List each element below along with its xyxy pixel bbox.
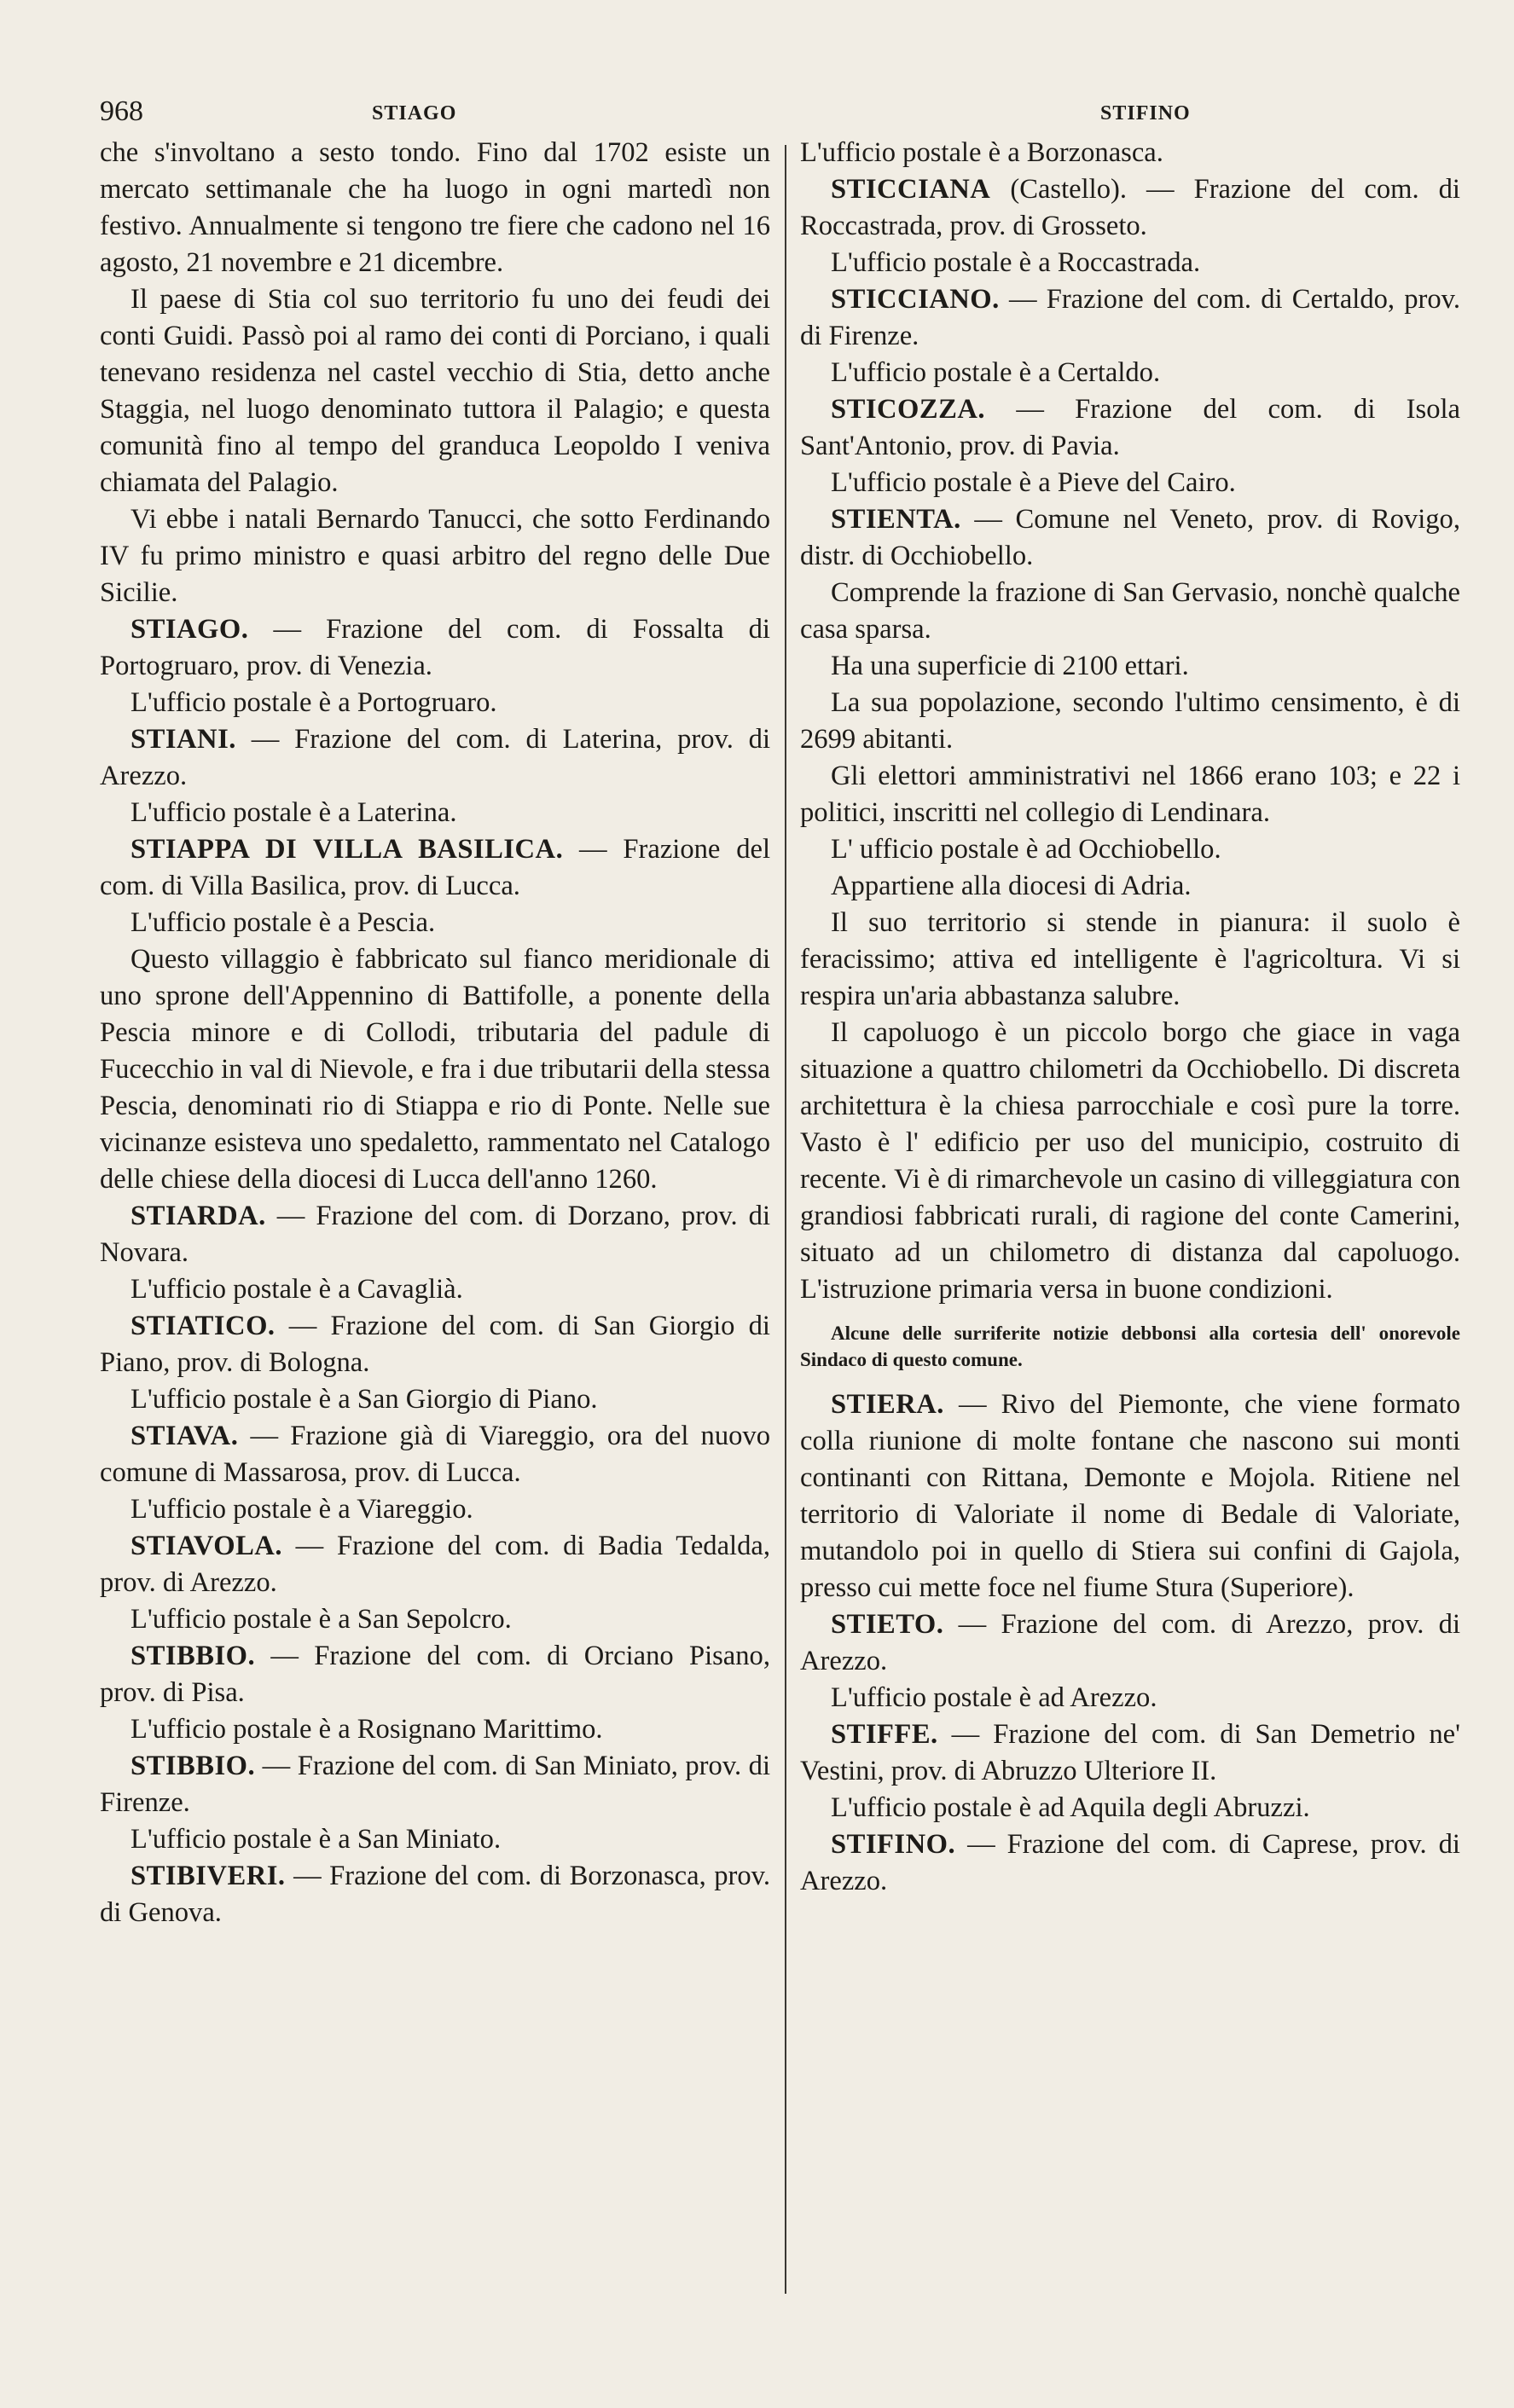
- entry-text: L'ufficio postale è a Laterina.: [131, 797, 457, 828]
- entry-paragraph: [800, 758, 1460, 831]
- entry-text: — Frazione del com. di Borzonasca, prov. di Genova.: [100, 1861, 770, 1928]
- entry-headword: STICCIANO.: [831, 284, 1000, 315]
- entry-text: L'ufficio postale è a Pieve del Cairo.: [831, 467, 1236, 498]
- dictionary-entry: [800, 1386, 1460, 1606]
- entry-paragraph: [100, 1271, 770, 1308]
- entry-text: — Frazione del com. di Villa Basilica, prov. di Lucca.: [100, 834, 770, 901]
- entry-paragraph: [800, 355, 1460, 391]
- entry-text: — Comune nel Veneto, prov. di Rovigo, distr. di Occhiobello.: [800, 504, 1460, 571]
- entry-headword: STIAVOLA.: [131, 1531, 282, 1561]
- entry-text: L'ufficio postale è a Certaldo.: [831, 357, 1161, 388]
- column-divider: [785, 145, 786, 2294]
- entry-text: L'ufficio postale è ad Aquila degli Abruzzi.: [831, 1792, 1310, 1823]
- entry-headword: STIBIVERI.: [131, 1861, 286, 1891]
- dictionary-entry: [100, 831, 770, 905]
- left-running-head: STIAGO: [372, 102, 457, 124]
- entry-headword: STIFINO.: [831, 1829, 956, 1860]
- entry-paragraph: [800, 905, 1460, 1015]
- entry-text: L'ufficio postale è a Pescia.: [131, 907, 436, 938]
- entry-paragraph: [100, 501, 770, 611]
- dictionary-entry: [100, 1418, 770, 1491]
- entry-text: Comprende la frazione di San Gervasio, nonchè qualche casa sparsa.: [800, 577, 1460, 645]
- dictionary-entry: [100, 1198, 770, 1271]
- entry-text: L' ufficio postale è ad Occhiobello.: [831, 834, 1221, 865]
- entry-text: — Frazione del com. di Isola Sant'Antonio, prov. di Pavia.: [800, 394, 1460, 461]
- entry-headword: STIFFE.: [831, 1719, 938, 1750]
- entry-headword: STIARDA.: [131, 1201, 266, 1231]
- entry-text: L'ufficio postale è a Portogruaro.: [131, 687, 497, 718]
- entry-paragraph: [800, 245, 1460, 281]
- entry-text: Il paese di Stia col suo territorio fu uno dei feudi dei conti Guidi. Passò poi al ramo dei conti di Porciano, i quali tenevano residenza nel castel vecchio di Stia, detto anche Staggia, nel luogo denominato tuttora il Palagio; e questa comunità fino al tempo del granduca Leopoldo I veniva chiamata del Palagio.: [100, 284, 770, 498]
- entry-text: La sua popolazione, secondo l'ultimo censimento, è di 2699 abitanti.: [800, 687, 1460, 755]
- entry-text: — Frazione del com. di San Giorgio di Piano, prov. di Bologna.: [100, 1311, 770, 1378]
- entry-text: Il capoluogo è un piccolo borgo che giace in vaga situazione a quattro chilometri da Occhiobello. Di discreta architettura è la chiesa parrocchiale e così pure la torre. Vasto è l' edificio per uso del municipio, costruito di recente. Vi è di rimarchevole un casino di villeggiatura con grandiosi fabbricati rurali, di ragione del conte Camerini, situato ad un chilometro di distanza dal capoluogo. L'istruzione primaria versa in buone condizioni.: [800, 1017, 1460, 1305]
- entry-text: — Frazione del com. di San Miniato, prov. di Firenze.: [100, 1751, 770, 1818]
- entry-headword: STIETO.: [831, 1609, 944, 1640]
- right-column: [800, 135, 1460, 1900]
- entry-text: Il suo territorio si stende in pianura: il suolo è feracissimo; attiva ed intelligente è l'agricoltura. Vi si respira un'aria abbastanza salubre.: [800, 907, 1460, 1011]
- entry-paragraph: [800, 1790, 1460, 1826]
- entry-text: L'ufficio postale è a San Sepolcro.: [131, 1604, 512, 1635]
- dictionary-entry: [100, 721, 770, 795]
- entry-paragraph: [800, 831, 1460, 868]
- entry-paragraph: [100, 1381, 770, 1418]
- source-note: [800, 1320, 1460, 1373]
- entry-paragraph: [100, 795, 770, 831]
- entry-text: — Frazione del com. di Arezzo, prov. di Arezzo.: [800, 1609, 1460, 1676]
- entry-text: Questo villaggio è fabbricato sul fianco meridionale di uno sprone dell'Appennino di Battifolle, a ponente della Pescia minore e di Collodi, tributaria del padule di Fucecchio in val di Nievole, e fra i due tributarii della stessa Pescia, denominati rio di Stiappa e rio di Ponte. Nelle sue vicinanze esisteva uno spedaletto, rammentato nel Catalogo delle chiese della diocesi di Lucca dell'anno 1260.: [100, 944, 770, 1195]
- dictionary-entry: [800, 171, 1460, 245]
- dictionary-entry: [100, 1528, 770, 1601]
- entry-headword: STIAGO.: [131, 614, 249, 645]
- dictionary-entry: [100, 1308, 770, 1381]
- entry-paragraph: [100, 1821, 770, 1858]
- entry-text: L'ufficio postale è a Borzonasca.: [800, 137, 1163, 168]
- entry-text: Gli elettori amministrativi nel 1866 erano 103; e 22 i politici, inscritti nel collegio di Lendinara.: [800, 761, 1460, 828]
- entry-paragraph: [800, 1680, 1460, 1716]
- entry-text: Alcune delle surriferite notizie debbonsi alla cortesia dell' onorevole Sindaco di questo comune.: [800, 1323, 1460, 1370]
- entry-text: L'ufficio postale è a San Miniato.: [131, 1824, 502, 1855]
- entry-headword: STIATICO.: [131, 1311, 276, 1341]
- dictionary-entry: [100, 1748, 770, 1821]
- entry-text: Vi ebbe i natali Bernardo Tanucci, che sotto Ferdinando IV fu primo ministro e quasi arbitro del regno delle Due Sicilie.: [100, 504, 770, 608]
- entry-text: L'ufficio postale è a Viareggio.: [131, 1494, 473, 1525]
- entry-text: — Frazione del com. di Dorzano, prov. di Novara.: [100, 1201, 770, 1268]
- entry-paragraph: [800, 1015, 1460, 1308]
- dictionary-entry: [100, 1638, 770, 1711]
- entry-text: che s'involtano a sesto tondo. Fino dal 1702 esiste un mercato settimanale che ha luogo in ogni martedì non festivo. Annualmente si tengono tre fiere che cadono nel 16 agosto, 21 novembre e 21 dicembre.: [100, 137, 770, 278]
- entry-text: — Frazione già di Viareggio, ora del nuovo comune di Massarosa, prov. di Lucca.: [100, 1421, 770, 1488]
- entry-text: — Frazione del com. di San Demetrio ne' Vestini, prov. di Abruzzo Ulteriore II.: [800, 1719, 1460, 1786]
- entry-text: L'ufficio postale è a Rosignano Marittimo.: [131, 1714, 603, 1745]
- entry-headword: STIAPPA DI VILLA BASILICA.: [131, 834, 564, 865]
- entry-paragraph: [800, 135, 1460, 171]
- entry-text: — Frazione del com. di Badia Tedalda, prov. di Arezzo.: [100, 1531, 770, 1598]
- entry-paragraph: [100, 685, 770, 721]
- entry-paragraph: [100, 941, 770, 1198]
- entry-paragraph: [800, 575, 1460, 648]
- page-number: 968: [100, 96, 143, 127]
- entry-text: — Frazione del com. di Laterina, prov. di Arezzo.: [100, 724, 770, 791]
- entry-text: (Castello). — Frazione del com. di Roccastrada, prov. di Grosseto.: [800, 174, 1460, 241]
- entry-headword: STIAVA.: [131, 1421, 239, 1451]
- entry-paragraph: [100, 1491, 770, 1528]
- entry-headword: STIENTA.: [831, 504, 961, 535]
- entry-headword: STIERA.: [831, 1389, 944, 1420]
- entry-paragraph: [100, 1711, 770, 1748]
- entry-paragraph: [800, 868, 1460, 905]
- dictionary-entry: [800, 501, 1460, 575]
- dictionary-entry: [100, 611, 770, 685]
- entry-paragraph: [800, 685, 1460, 758]
- entry-text: L'ufficio postale è a San Giorgio di Piano.: [131, 1384, 598, 1415]
- entry-text: — Rivo del Piemonte, che viene formato colla riunione di molte fontane che nascono sui monti continanti con Rittana, Demonte e Mojola. Ritiene nel territorio di Valoriate il nome di Bedale di Valoriate, mutandolo poi in quello di Stiera sui confini di Gajola, presso cui mette foce nel fiume Stura (Superiore).: [800, 1389, 1460, 1603]
- entry-paragraph: [800, 648, 1460, 685]
- entry-paragraph: [100, 905, 770, 941]
- entry-paragraph: [800, 465, 1460, 501]
- dictionary-entry: [800, 1826, 1460, 1900]
- left-column: [100, 135, 770, 1931]
- dictionary-entry: [800, 281, 1460, 355]
- entry-headword: STIBBIO.: [131, 1751, 256, 1781]
- entry-text: — Frazione del com. di Certaldo, prov. di Firenze.: [800, 284, 1460, 351]
- entry-text: L'ufficio postale è ad Arezzo.: [831, 1682, 1157, 1713]
- right-running-head: STIFINO: [1100, 102, 1191, 124]
- entry-text: — Frazione del com. di Orciano Pisano, prov. di Pisa.: [100, 1641, 770, 1708]
- entry-text: Appartiene alla diocesi di Adria.: [831, 871, 1192, 901]
- entry-paragraph: [100, 135, 770, 281]
- dictionary-entry: [800, 1716, 1460, 1790]
- entry-headword: STICOZZA.: [831, 394, 986, 425]
- entry-text: L'ufficio postale è a Roccastrada.: [831, 247, 1201, 278]
- entry-paragraph: [100, 281, 770, 501]
- entry-paragraph: [100, 1601, 770, 1638]
- entry-text: Ha una superficie di 2100 ettari.: [831, 651, 1189, 681]
- entry-text: L'ufficio postale è a Cavaglià.: [131, 1274, 463, 1305]
- dictionary-entry: [800, 1606, 1460, 1680]
- entry-headword: STICCIANA: [831, 174, 991, 205]
- entry-headword: STIANI.: [131, 724, 236, 755]
- dictionary-entry: [100, 1858, 770, 1931]
- entry-text: — Frazione del com. di Fossalta di Portogruaro, prov. di Venezia.: [100, 614, 770, 681]
- entry-text: — Frazione del com. di Caprese, prov. di Arezzo.: [800, 1829, 1460, 1896]
- dictionary-entry: [800, 391, 1460, 465]
- entry-headword: STIBBIO.: [131, 1641, 256, 1671]
